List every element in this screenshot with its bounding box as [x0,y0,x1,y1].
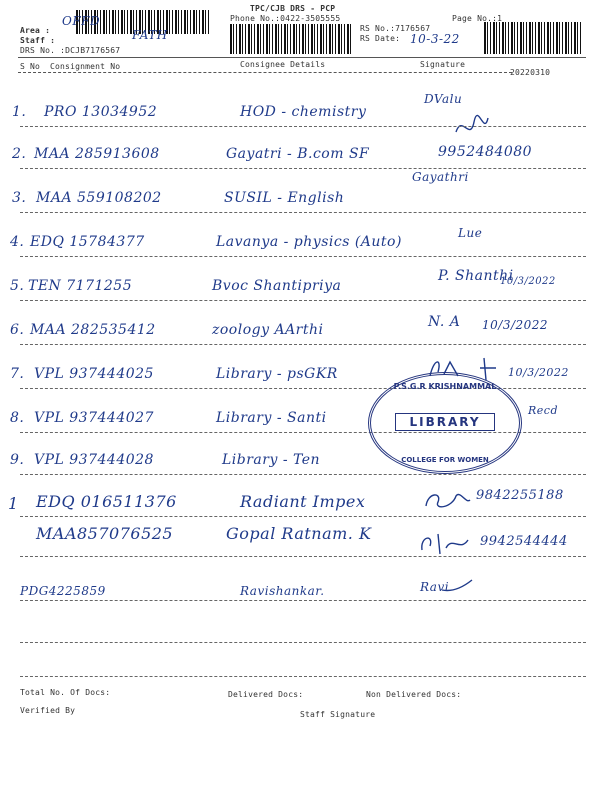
row-signature: Ravi [420,580,450,594]
non-delivered-docs-label: Non Delivered Docs: [366,690,462,699]
drs-number: DRS No. :DCJB7176567 [20,46,121,55]
row-consignee: Library - Santi [216,410,327,426]
barcode-right [484,22,582,54]
row-signature: Lue [458,226,483,240]
document-title: TPC/CJB DRS - PCP [250,4,336,13]
row-consignment: PRO 13034952 [44,104,158,120]
stamp-top-text: P.S.G.R KRISHNAMMAL [393,382,497,391]
page-number: Page No.:1 [452,14,503,23]
row-rule [20,300,586,301]
row-consignee: HOD - chemistry [240,104,367,120]
row-consignment: MAA857076525 [36,524,174,543]
row-sno: 3. [12,190,27,206]
row-consignment: PDG4225859 [20,584,106,598]
row-signature: 9942544444 [480,534,568,549]
row-rule [20,556,586,557]
row-sno: 4. [10,234,25,250]
rs-date-label: RS Date: [360,34,401,43]
row-consignment: EDQ 15784377 [30,234,145,250]
area-value: OFFD [62,14,101,28]
row-rule [20,126,586,127]
delivered-docs-label: Delivered Docs: [228,690,304,699]
col-consignee: Consignee Details [240,60,326,69]
row-consignee: Library - Ten [222,452,321,468]
row-sno: 9. [10,452,25,468]
empty-rule [20,676,586,677]
verified-by-label: Verified By [20,706,76,715]
barcode-middle [230,24,352,54]
signature-underline [440,578,474,594]
area-label: Area : [20,26,51,35]
empty-rule [20,642,586,643]
total-docs-label: Total No. Of Docs: [20,688,111,697]
row-sno: 8. [10,410,25,426]
row-consignment: EDQ 016511376 [36,492,177,511]
col-signature: Signature [420,60,466,69]
signature-scribble [452,112,492,142]
staff-value: FATH [132,28,168,42]
row-rule [20,600,586,601]
row-consignment: TEN 7171255 [28,278,133,294]
row-rule [20,256,586,257]
row-signature-name: Gayathri [412,170,469,184]
row-consignment: VPL 937444027 [34,410,154,426]
library-stamp [368,372,522,474]
row-rule [20,212,586,213]
row-consignment: MAA 285913608 [34,146,160,162]
date-code: 20220310 [510,68,551,77]
row-date: 10/3/2022 [500,276,556,287]
col-consignment: Consignment No [50,62,121,71]
row-consignee: Gopal Ratnam. K [226,524,372,543]
row-consignment: VPL 937444028 [34,452,154,468]
row-date: 10/3/2022 [508,366,569,379]
row-consignee: Bvoc Shantipriya [212,278,342,294]
row-consignment: VPL 937444025 [34,366,154,382]
row-rule [20,474,586,475]
rs-date-value: 10-3-22 [410,32,460,46]
row-consignee: Ravishankar. [240,584,325,598]
signature-scribble [422,488,472,514]
row-signature: N. A [428,314,461,330]
row-signature: 9842255188 [476,488,564,503]
row-sno: 7. [10,366,25,382]
column-header-rule [18,72,512,73]
row-consignment: MAA 282535412 [30,322,156,338]
signature-scribble [416,530,472,558]
row-consignee: Lavanya - physics (Auto) [216,234,402,250]
col-sno: S No [20,62,41,71]
row-signature: Recd [528,404,558,417]
row-signature: DValu [424,92,463,106]
row-consignee: zoology AArthi [212,322,324,338]
rs-number: RS No.:7176567 [360,24,431,33]
row-rule [20,516,586,517]
row-sno: 6. [10,322,25,338]
staff-signature-label: Staff Signature [300,710,376,719]
row-sno: 1. [12,104,27,120]
staff-label: Staff : [20,36,56,45]
row-rule [20,168,586,169]
row-sno: 1 [8,494,19,513]
row-consignee: Radiant Impex [240,492,366,511]
phone-number: Phone No.:0422-3505555 [230,14,341,23]
column-header-rule-top [18,57,586,58]
row-consignee: Gayatri - B.com SF [226,146,370,162]
row-rule [20,344,586,345]
row-sno: 2. [12,146,27,162]
row-signature: 9952484080 [438,144,533,160]
row-consignment: MAA 559108202 [36,190,162,206]
stamp-bottom-text: COLLEGE FOR WOMEN [401,456,489,464]
stamp-center-text: LIBRARY [395,413,495,431]
row-consignee: SUSIL - English [224,190,345,206]
row-signature: P. Shanthi [438,268,514,284]
row-date: 10/3/2022 [482,318,549,332]
row-consignee: Library - psGKR [216,366,338,382]
row-sno: 5. [10,278,25,294]
